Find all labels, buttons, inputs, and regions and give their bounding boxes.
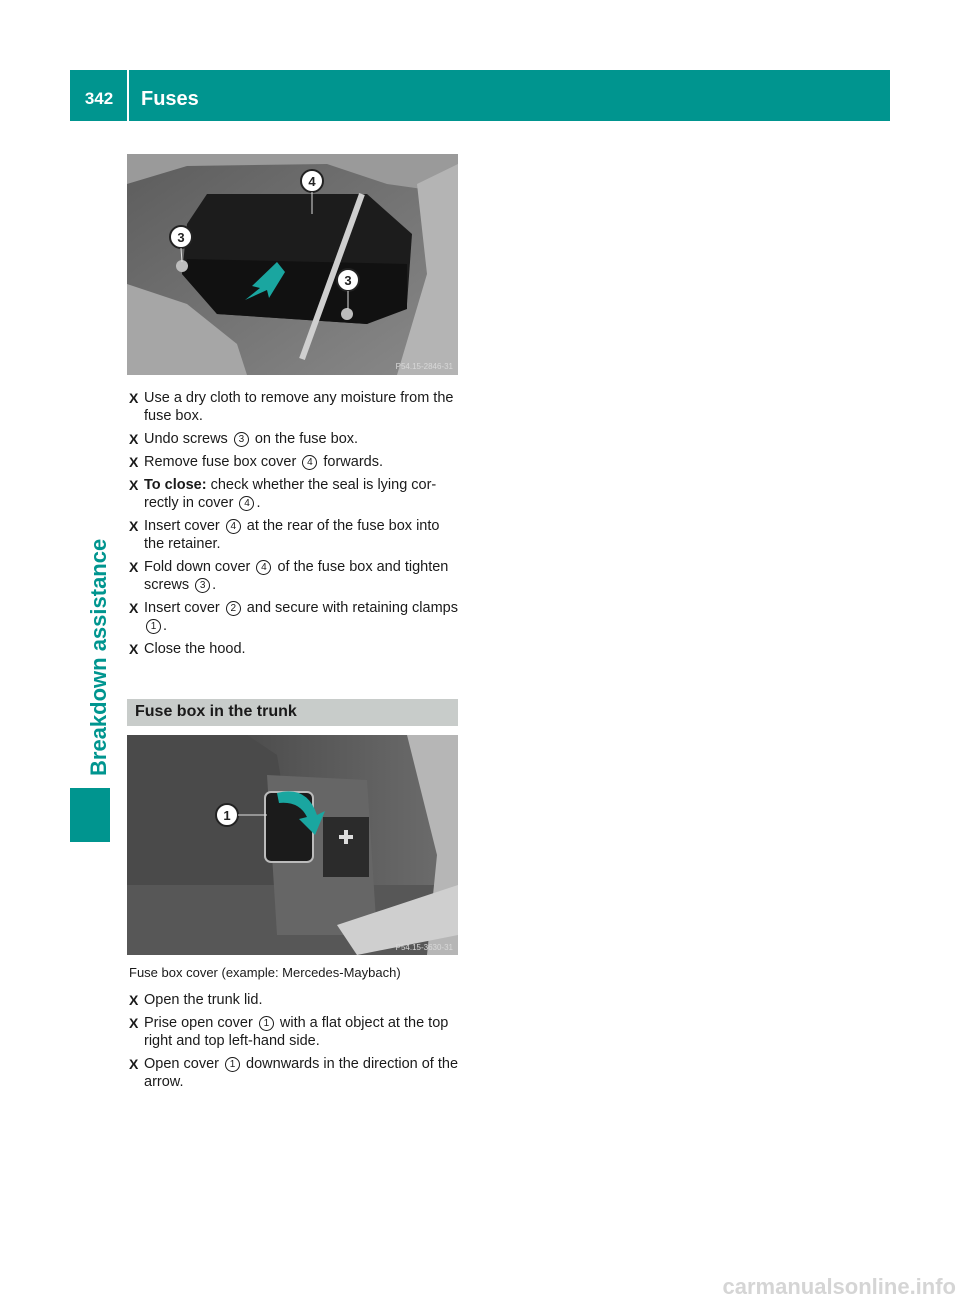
image-code: P54.15-2846-31 [395, 362, 453, 371]
step-marker-icon: X [129, 431, 139, 447]
instruction-step [129, 430, 461, 448]
item-reference-badge: 1 [225, 1057, 240, 1072]
step-text: Open the trunk lid. [144, 992, 263, 1008]
step-text: . [163, 618, 168, 634]
step-marker-icon: X [129, 454, 139, 470]
step-text: downwards in the direction of the arrow. [144, 1056, 459, 1090]
engine-fuse-box-figure [127, 154, 458, 375]
step-text: of the fuse box and tighten screws [144, 559, 449, 593]
image-code: P54.15-3630-31 [395, 943, 453, 952]
instruction-step [129, 599, 461, 635]
side-chapter-label: Breakdown assistance [86, 538, 111, 776]
figure-caption: Fuse box cover (example: Mercedes-Maybach) [129, 965, 401, 980]
instruction-step [129, 558, 461, 594]
step-text: at the rear of the fuse box into the retainer. [144, 518, 440, 552]
watermark: carmanualsonline.info [722, 1274, 956, 1299]
step-text: Insert cover [144, 600, 224, 616]
svg-text:3: 3 [177, 230, 185, 245]
subheading-bar [127, 699, 458, 726]
side-tab-block [70, 788, 110, 842]
step-marker-icon: X [129, 1015, 139, 1031]
item-reference-badge: 3 [195, 578, 210, 593]
step-marker-icon: X [129, 390, 139, 406]
step-text: . [212, 577, 217, 593]
step-text: Use a dry cloth to remove any moisture from the fuse box. [144, 390, 454, 424]
item-reference-badge: 2 [226, 601, 241, 616]
item-reference-badge: 3 [234, 432, 249, 447]
step-marker-icon: X [129, 600, 139, 616]
svg-text:4: 4 [308, 174, 316, 189]
step-marker-icon: X [129, 641, 139, 657]
item-reference-badge: 4 [239, 496, 254, 511]
instruction-step [129, 991, 461, 1009]
item-reference-badge: 1 [146, 619, 161, 634]
step-text: Open cover [144, 1056, 223, 1072]
trunk-fuse-box-figure [127, 735, 458, 955]
step-text: Close the hood. [144, 641, 246, 657]
item-reference-badge: 1 [259, 1016, 274, 1031]
subheading: Fuse box in the trunk [135, 703, 297, 720]
step-text: Remove fuse box cover [144, 454, 301, 470]
step-marker-icon: X [129, 518, 139, 534]
step-lead: To close: [144, 477, 207, 493]
step-text: check whether the seal is lying cor-rectly in cover [144, 477, 437, 511]
step-text: with a flat object at the top right and top left-hand side. [144, 1015, 449, 1049]
svg-text:1: 1 [223, 808, 231, 823]
instruction-list-trunk [129, 991, 461, 1096]
step-text: forwards. [319, 454, 384, 470]
instruction-step [129, 640, 461, 658]
instruction-step [129, 476, 461, 512]
instruction-step [129, 389, 461, 425]
step-marker-icon: X [129, 1056, 139, 1072]
step-marker-icon: X [129, 559, 139, 575]
step-text: Prise open cover [144, 1015, 257, 1031]
header-divider [127, 70, 129, 121]
page-number: 342 [84, 89, 114, 108]
item-reference-badge: 4 [226, 519, 241, 534]
step-marker-icon: X [129, 992, 139, 1008]
step-text: Insert cover [144, 518, 224, 534]
step-text: on the fuse box. [250, 431, 359, 447]
instruction-step [129, 1055, 461, 1091]
instruction-step [129, 1014, 461, 1050]
item-reference-badge: 4 [256, 560, 271, 575]
svg-text:3: 3 [344, 273, 352, 288]
instruction-step [129, 453, 461, 471]
step-marker-icon: X [129, 477, 139, 493]
section-title: Fuses [141, 88, 199, 110]
item-reference-badge: 4 [302, 455, 317, 470]
step-text: and secure with retaining clamps [242, 600, 458, 616]
instruction-list-hood [129, 389, 461, 663]
step-text: Undo screws [144, 431, 232, 447]
instruction-step [129, 517, 461, 553]
step-text: . [256, 495, 261, 511]
step-text: Fold down cover [144, 559, 255, 575]
